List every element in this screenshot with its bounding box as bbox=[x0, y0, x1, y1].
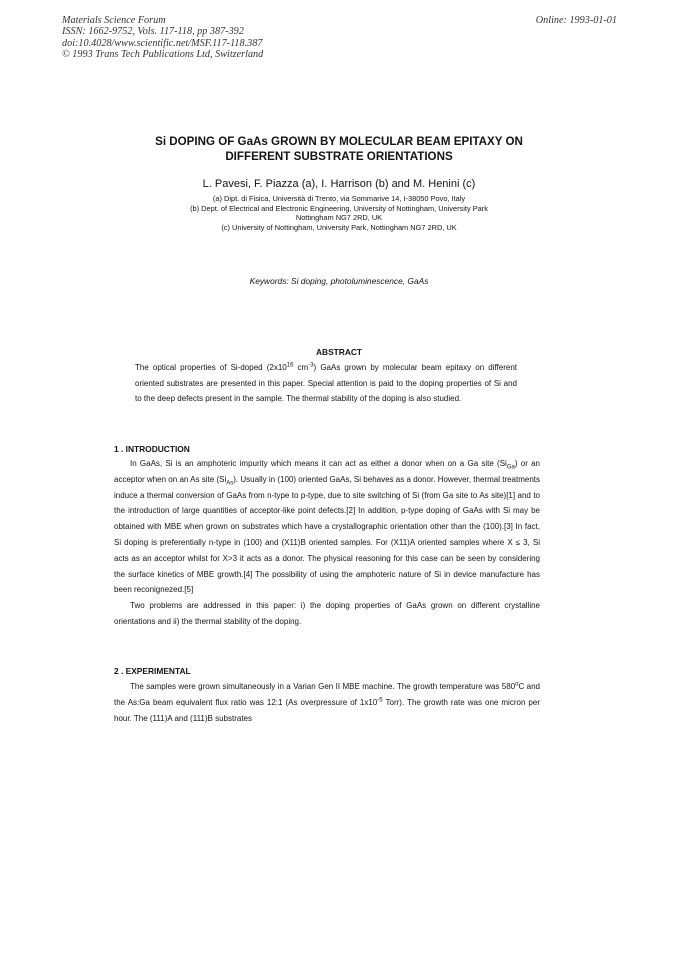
experimental-body bbox=[114, 679, 540, 726]
issn-line: ISSN: 1662-9752, Vols. 117-118, pp 387-392 bbox=[62, 26, 244, 38]
copyright-line: © 1993 Trans Tech Publications Ltd, Switzerland bbox=[62, 49, 264, 61]
intro-p1-b: ) or an acceptor when on an As site (Si bbox=[114, 459, 540, 484]
abstract-heading: ABSTRACT bbox=[315, 347, 363, 357]
abstract-text-1: The optical properties of Si-doped (2x10 bbox=[135, 363, 287, 372]
section-heading-experimental: 2 . EXPERIMENTAL bbox=[114, 666, 191, 676]
exp-p1-sup-exp: -5 bbox=[377, 697, 383, 704]
keywords: Keywords: Si doping, photoluminescence, GaAs bbox=[249, 276, 429, 286]
title-line-1: Si DOPING OF GaAs GROWN BY MOLECULAR BEAM EPITAXY ON bbox=[155, 135, 523, 148]
exp-p1-b: C and the As:Ga beam equivalent flux ratio was 12:1 (As overpressure of 1x10 bbox=[114, 682, 540, 707]
intro-p1-a: In GaAs, Si is an amphoteric impurity which means it can act as either a donor when on a Ga site (Si bbox=[130, 459, 507, 468]
paper-title bbox=[90, 135, 588, 164]
journal-name: Materials Science Forum bbox=[62, 15, 166, 26]
exp-p1-c: Torr). The growth rate was one micron per hour. The (111)A and (111)B substrates bbox=[114, 697, 540, 723]
abstract-sup-1: 16 bbox=[286, 362, 294, 369]
abstract-text-3: ) GaAs grown by molecular beam epitaxy on different oriented substrates are presented in this paper. Special attention is paid to the doping properties of Si and to the deep defects present in the sample. The thermal stability of the doping is also studied. bbox=[135, 363, 518, 404]
exp-paragraph-1 bbox=[114, 679, 540, 726]
abstract-sup-2: -3 bbox=[308, 362, 314, 369]
introduction-body bbox=[114, 456, 540, 630]
author-list: L. Pavesi, F. Piazza (a), I. Harrison (b) and M. Henini (c) bbox=[202, 178, 476, 190]
doi-line: doi:10.4028/www.scientific.net/MSF.117-118.387 bbox=[62, 37, 263, 49]
affiliation-c: (c) University of Nottingham, University Park, Nottingham NG7 2RD, UK bbox=[221, 222, 457, 232]
title-line-2: DIFFERENT SUBSTRATE ORIENTATIONS bbox=[225, 149, 453, 163]
section-heading-introduction: 1 . INTRODUCTION bbox=[114, 444, 190, 454]
abstract-text-2: cm bbox=[293, 363, 309, 372]
affiliation-a: (a) Dipt. di Fisica, Università di Trento, via Sommarive 14, I-38050 Povo, Italy bbox=[212, 194, 466, 203]
affiliation-b-cont: Nottingham NG7 2RD, UK bbox=[295, 213, 383, 223]
intro-paragraph-2: Two problems are addressed in this paper: i) the doping properties of GaAs grown on different crystalline orientations and ii) the thermal stability of the doping. bbox=[114, 601, 540, 626]
publication-metadata bbox=[62, 15, 362, 61]
affiliations bbox=[90, 194, 588, 232]
intro-paragraph-1 bbox=[114, 456, 540, 598]
intro-p1-c: ). Usually in (100) oriented GaAs, Si behaves as a donor. However, thermal treatments induce a thermal conversion of GaAs from n-type to p-type, due to site switching of Si (from Ga site to As site)[1] and to the introduction of large quantities of acceptor-like point defects.[2] In addition, p-type doping of GaAs with Si may be obtained with MBE when grown on substrates which have a crystallographic orientation other than the (100).[3] In fact, Si doping is preferentially n-type in (100) and (X11)B oriented samples. For (X11)A oriented samples where X ≤ 3, Si acts as an acceptor whilst for X>3 it acts as a donor. The physical reasoning for this case can be seen by considering the surface kinetics of MBE growth.[4] The possibility of using the amphoteric nature of Si in device manufacture has been reconignezed.[5] bbox=[114, 474, 541, 595]
online-date: Online: 1993-01-01 bbox=[535, 15, 617, 26]
intro-p1-sub-as: As bbox=[226, 480, 234, 487]
affiliation-b: (b) Dept. of Electrical and Electronic Engineering, University of Nottingham, University Park bbox=[190, 203, 488, 213]
intro-p1-sub-ga: Ga bbox=[506, 464, 515, 471]
abstract-body bbox=[135, 360, 517, 407]
exp-p1-sup-degree: o bbox=[515, 681, 519, 688]
exp-p1-a: The samples were grown simultaneously in a Varian Gen II MBE machine. The growth temperature was 580 bbox=[130, 682, 516, 691]
